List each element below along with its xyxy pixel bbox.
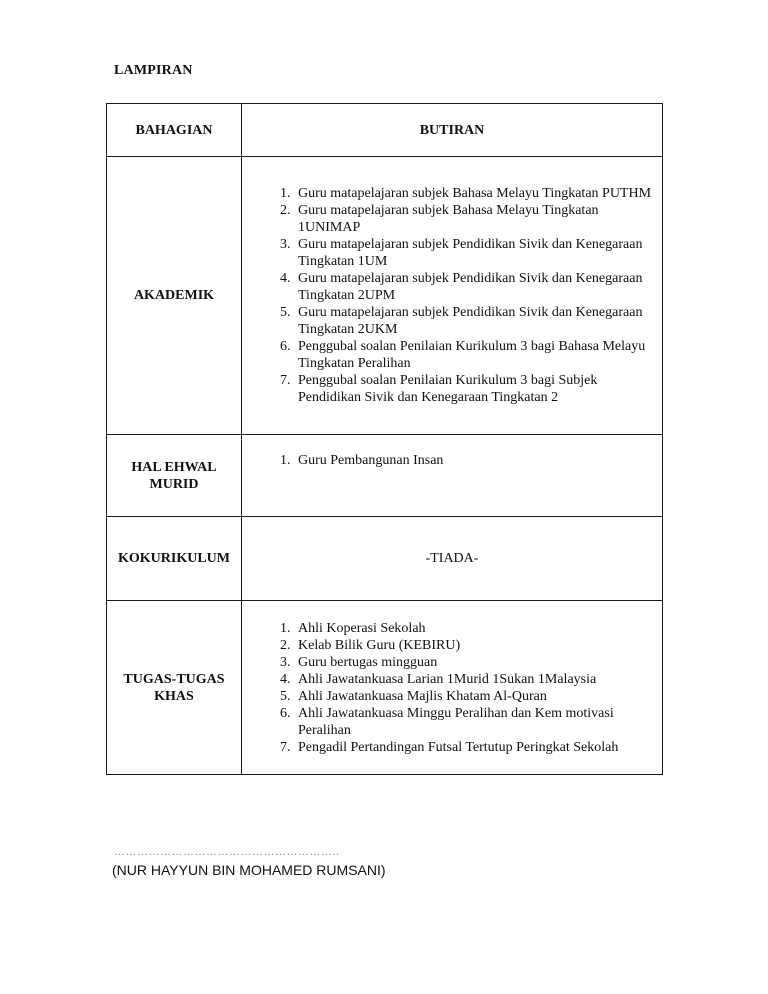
list-item: 5. Ahli Jawatankuasa Majlis Khatam Al-Quran	[294, 688, 656, 705]
header-section: BAHAGIAN	[107, 104, 242, 157]
list-item: 4. Ahli Jawatankuasa Larian 1Murid 1Sukan 1Malaysia	[294, 671, 656, 688]
section-label-tugas-khas: TUGAS-TUGAS KHAS	[107, 601, 242, 775]
section-label-hal-ehwal-murid: HAL EHWAL MURID	[107, 435, 242, 517]
assignment-table	[106, 103, 663, 775]
section-label-akademik: AKADEMIK	[107, 157, 242, 435]
details-hal-ehwal-murid	[242, 435, 663, 517]
details-tugas-khas	[242, 601, 663, 775]
table-row	[107, 157, 663, 435]
list-item: 6. Ahli Jawatankuasa Minggu Peralihan dan Kem motivasi Peralihan	[294, 705, 656, 739]
list-item: 4. Guru matapelajaran subjek Pendidikan Sivik dan Kenegaraan Tingkatan 2UPM	[294, 270, 656, 304]
table-row	[107, 435, 663, 517]
details-kokurikulum: -TIADA-	[242, 517, 663, 601]
details-akademik	[242, 157, 663, 435]
header-details: BUTIRAN	[242, 104, 663, 157]
section-label-kokurikulum: KOKURIKULUM	[107, 517, 242, 601]
list-akademik	[242, 185, 662, 406]
list-item: 2. Kelab Bilik Guru (KEBIRU)	[294, 637, 656, 654]
list-item: 7. Penggubal soalan Penilaian Kurikulum 3 bagi Subjek Pendidikan Sivik dan Kenegaraan Tingkatan 2	[294, 372, 656, 406]
list-item: 6. Penggubal soalan Penilaian Kurikulum 3 bagi Bahasa Melayu Tingkatan Peralihan	[294, 338, 656, 372]
list-tugas-khas	[242, 620, 662, 756]
table-row	[107, 517, 663, 601]
signatory-name: (NUR HAYYUN BIN MOHAMED RUMSANI)	[112, 862, 386, 878]
page-title: LAMPIRAN	[114, 63, 193, 78]
signature-line: …………………………………………………..	[114, 846, 340, 858]
list-item: 1. Ahli Koperasi Sekolah	[294, 620, 656, 637]
list-item: 3. Guru matapelajaran subjek Pendidikan Sivik dan Kenegaraan Tingkatan 1UM	[294, 236, 656, 270]
list-item: 1. Guru matapelajaran subjek Bahasa Melayu Tingkatan PUTHM	[294, 185, 656, 202]
list-hal-ehwal-murid	[242, 452, 662, 469]
list-item: 2. Guru matapelajaran subjek Bahasa Melayu Tingkatan 1UNIMAP	[294, 202, 656, 236]
table-header-row	[107, 104, 663, 157]
table-row	[107, 601, 663, 775]
list-item: 5. Guru matapelajaran subjek Pendidikan Sivik dan Kenegaraan Tingkatan 2UKM	[294, 304, 656, 338]
list-item: 3. Guru bertugas mingguan	[294, 654, 656, 671]
list-item: 7. Pengadil Pertandingan Futsal Tertutup Peringkat Sekolah	[294, 739, 656, 756]
list-item: 1. Guru Pembangunan Insan	[294, 452, 656, 469]
